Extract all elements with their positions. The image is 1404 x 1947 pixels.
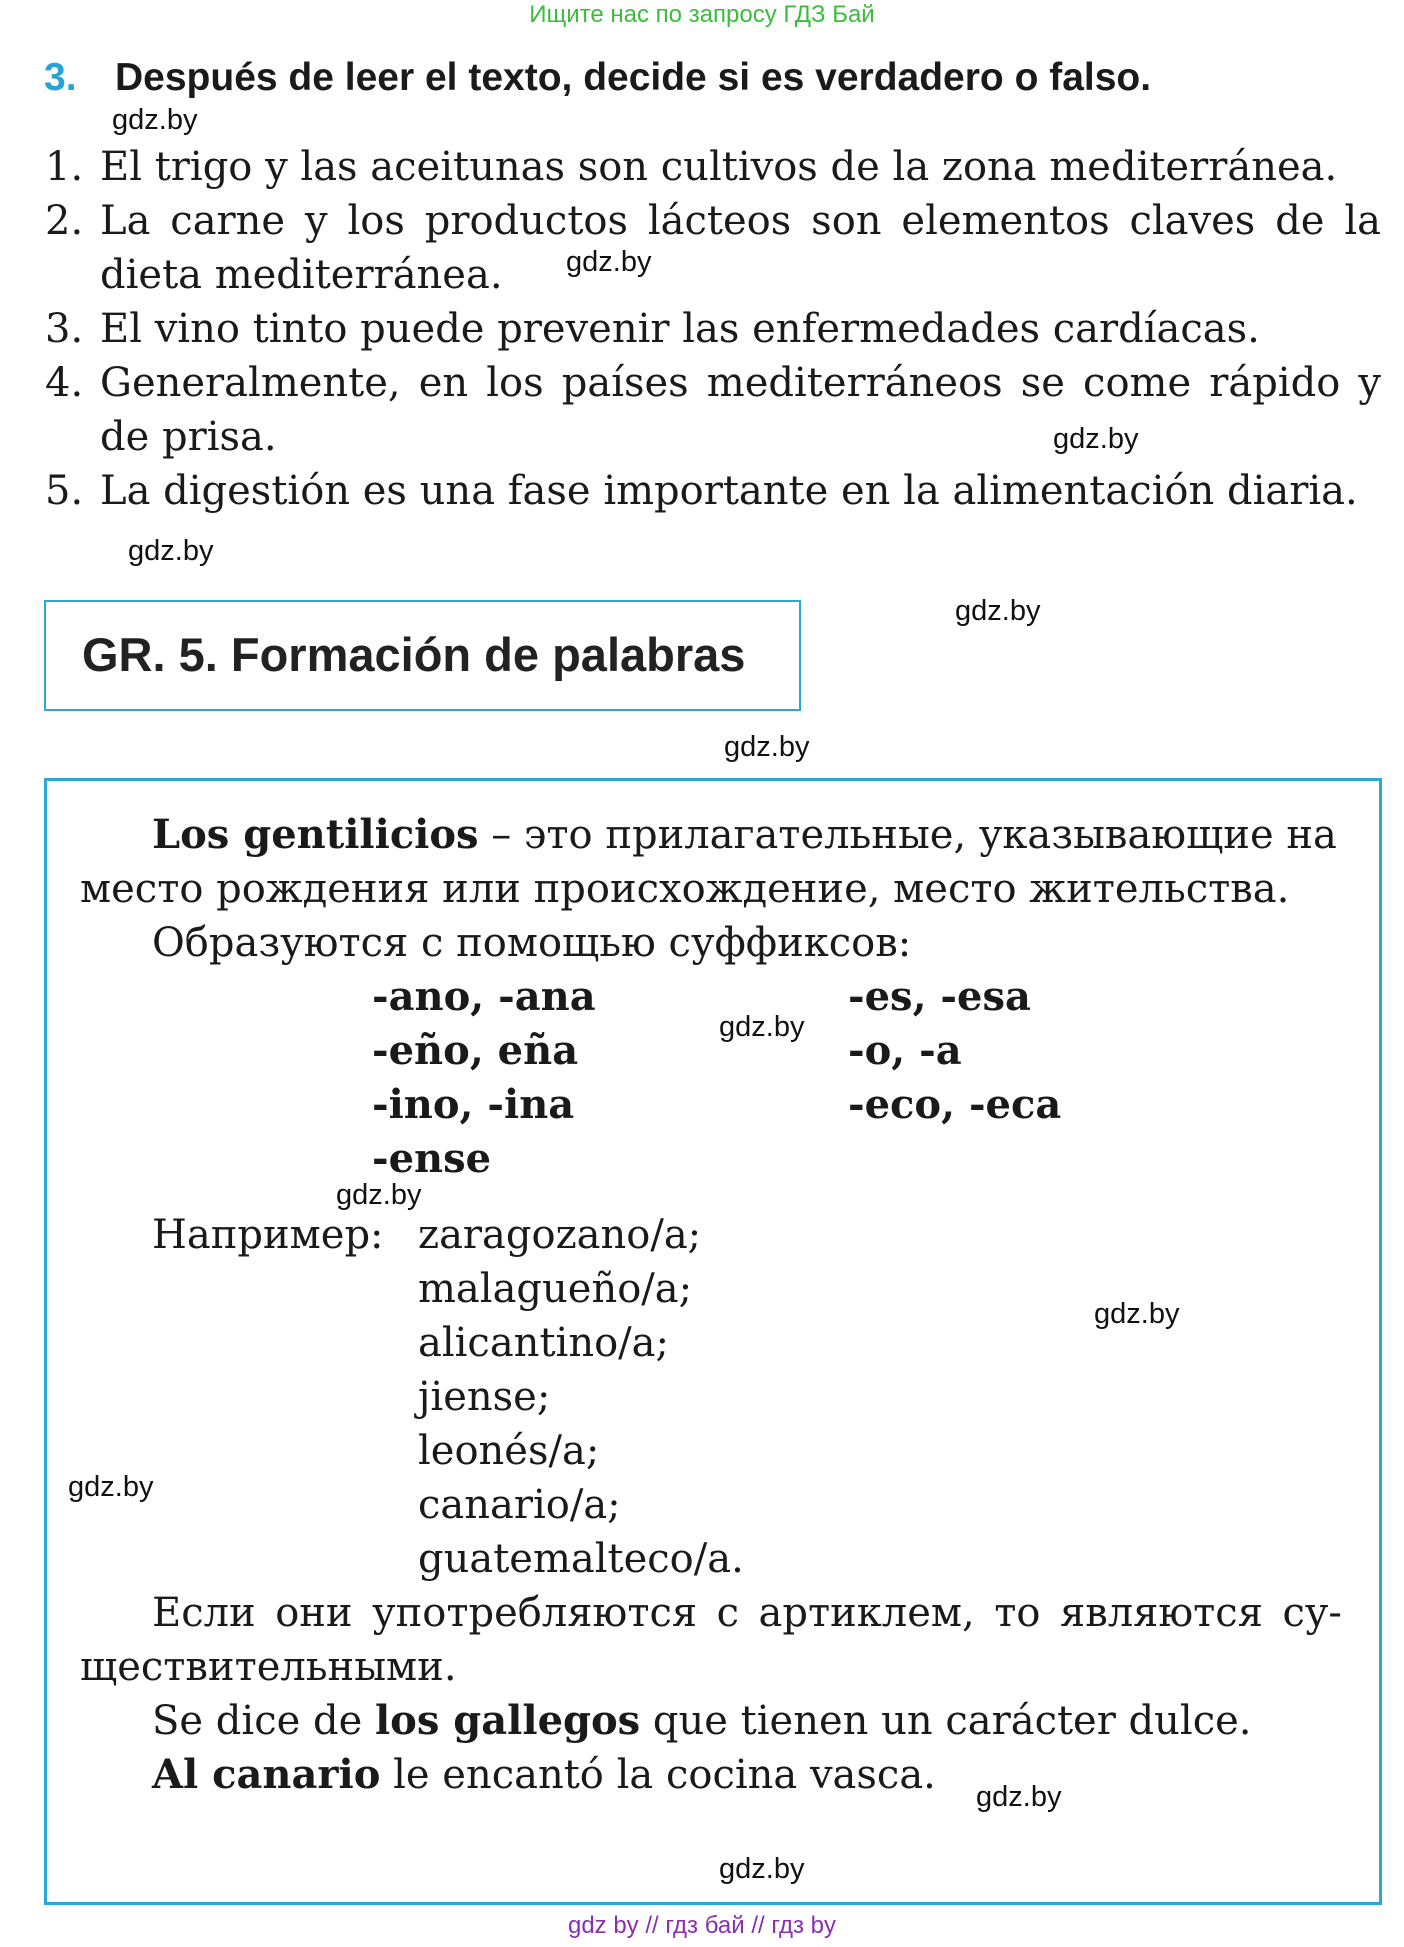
watermark: gdz.by	[955, 595, 1041, 627]
sentence-bold: los gallegos	[374, 1697, 641, 1744]
suffix-left-2: -eño, eña	[372, 1027, 579, 1074]
watermark: gdz.by	[976, 1781, 1062, 1813]
definition-term: Los gentilicios	[152, 811, 479, 858]
word: mediterráneos	[706, 360, 1003, 406]
watermark: gdz.by	[724, 731, 810, 763]
item-number: 2.	[45, 198, 84, 244]
item-text: El vino tinto puede prevenir las enfermedades cardíacas.	[100, 306, 1260, 352]
item-text-line-2: dieta mediterránea.	[100, 252, 503, 298]
word: y	[304, 198, 328, 244]
definition-rest: – это прилагательные, указывающие на	[478, 812, 1337, 858]
example-7: guatemalteco/a.	[418, 1536, 744, 1582]
word: су-	[1282, 1590, 1342, 1636]
grammar-title: GR. 5. Formación de palabras	[82, 628, 746, 681]
definition-line-2: место рождения или происхождение, место жительства.	[80, 866, 1290, 912]
article-note-line-1	[152, 1586, 1342, 1640]
watermark: gdz.by	[1094, 1298, 1180, 1330]
example-3: alicantino/a;	[418, 1320, 669, 1366]
watermark: gdz.by	[336, 1179, 422, 1211]
sentence-bold: Al canario	[152, 1751, 381, 1798]
word: являются	[1059, 1590, 1263, 1636]
article-note-line-2: ществительными.	[80, 1644, 457, 1690]
item-number: 4.	[45, 360, 84, 406]
word: употребляются	[372, 1590, 698, 1636]
word: en	[418, 360, 469, 406]
watermark: gdz.by	[1053, 423, 1139, 455]
watermark: gdz.by	[719, 1011, 805, 1043]
top-banner[interactable]: Ищите нас по запросу ГДЗ Бай	[529, 1, 875, 28]
word: de	[1275, 198, 1325, 244]
example-sentence-1	[152, 1694, 1252, 1748]
example-label: Например:	[152, 1212, 384, 1258]
word: se	[1020, 360, 1065, 406]
watermark: gdz.by	[128, 535, 214, 567]
word: rápido	[1209, 360, 1341, 406]
word: son	[811, 198, 882, 244]
watermark: gdz.by	[68, 1471, 154, 1503]
watermark: gdz.by	[566, 246, 652, 278]
item-text-line-1	[100, 356, 1381, 410]
word: с	[716, 1590, 740, 1636]
sentence-text: Se dice de	[152, 1698, 375, 1744]
word: elementos	[901, 198, 1110, 244]
word: los	[347, 198, 405, 244]
word: la	[1344, 198, 1381, 244]
suffix-left-4: -ense	[372, 1135, 492, 1182]
suffix-right-3: -eco, -eca	[848, 1081, 1062, 1128]
item-number: 5.	[45, 468, 84, 514]
watermark: gdz.by	[719, 1853, 805, 1885]
word: Generalmente,	[100, 360, 401, 406]
item-number: 3.	[45, 306, 84, 352]
example-5: leonés/a;	[418, 1428, 600, 1474]
word: come	[1083, 360, 1192, 406]
word: Если	[152, 1590, 256, 1636]
word: La	[100, 198, 151, 244]
example-1: zaragozano/a;	[418, 1212, 702, 1258]
word: los	[486, 360, 544, 406]
word: productos	[424, 198, 629, 244]
exercise-title: Después de leer el texto, decide si es verdadero o falso.	[115, 56, 1152, 99]
suffix-left-3: -ino, -ina	[372, 1081, 575, 1128]
word: y	[1358, 360, 1381, 406]
example-sentence-2	[152, 1748, 936, 1802]
example-2: malagueño/a;	[418, 1266, 693, 1312]
sentence-text: le encantó la cocina vasca.	[380, 1752, 936, 1798]
suffix-intro: Образуются с помощью суффиксов:	[152, 920, 912, 966]
footer-banner[interactable]: gdz by // гдз бай // гдз by	[567, 1912, 837, 1939]
item-text: El trigo y las aceitunas son cultivos de la zona mediterránea.	[100, 144, 1338, 190]
item-text: La digestión es una fase importante en la alimentación diaria.	[100, 468, 1358, 514]
suffix-right-2: -o, -a	[848, 1027, 962, 1074]
suffix-right-1: -es, -esa	[848, 973, 1031, 1020]
item-text-line-1	[100, 194, 1381, 248]
word: lácteos	[647, 198, 792, 244]
exercise-number: 3.	[44, 56, 77, 99]
word: артиклем,	[758, 1590, 975, 1636]
definition-line-1	[152, 808, 1337, 862]
suffix-left-1: -ano, -ana	[372, 973, 596, 1020]
word: carne	[170, 198, 286, 244]
watermark: gdz.by	[112, 104, 198, 136]
sentence-text: que tienen un carácter dulce.	[640, 1698, 1252, 1744]
example-6: canario/a;	[418, 1482, 621, 1528]
example-4: jiense;	[418, 1374, 551, 1420]
item-text-line-2: de prisa.	[100, 414, 277, 460]
word: то	[994, 1590, 1041, 1636]
word: países	[561, 360, 689, 406]
grammar-heading-box	[44, 600, 801, 711]
item-number: 1.	[45, 144, 84, 190]
word: claves	[1129, 198, 1256, 244]
word: они	[275, 1590, 353, 1636]
